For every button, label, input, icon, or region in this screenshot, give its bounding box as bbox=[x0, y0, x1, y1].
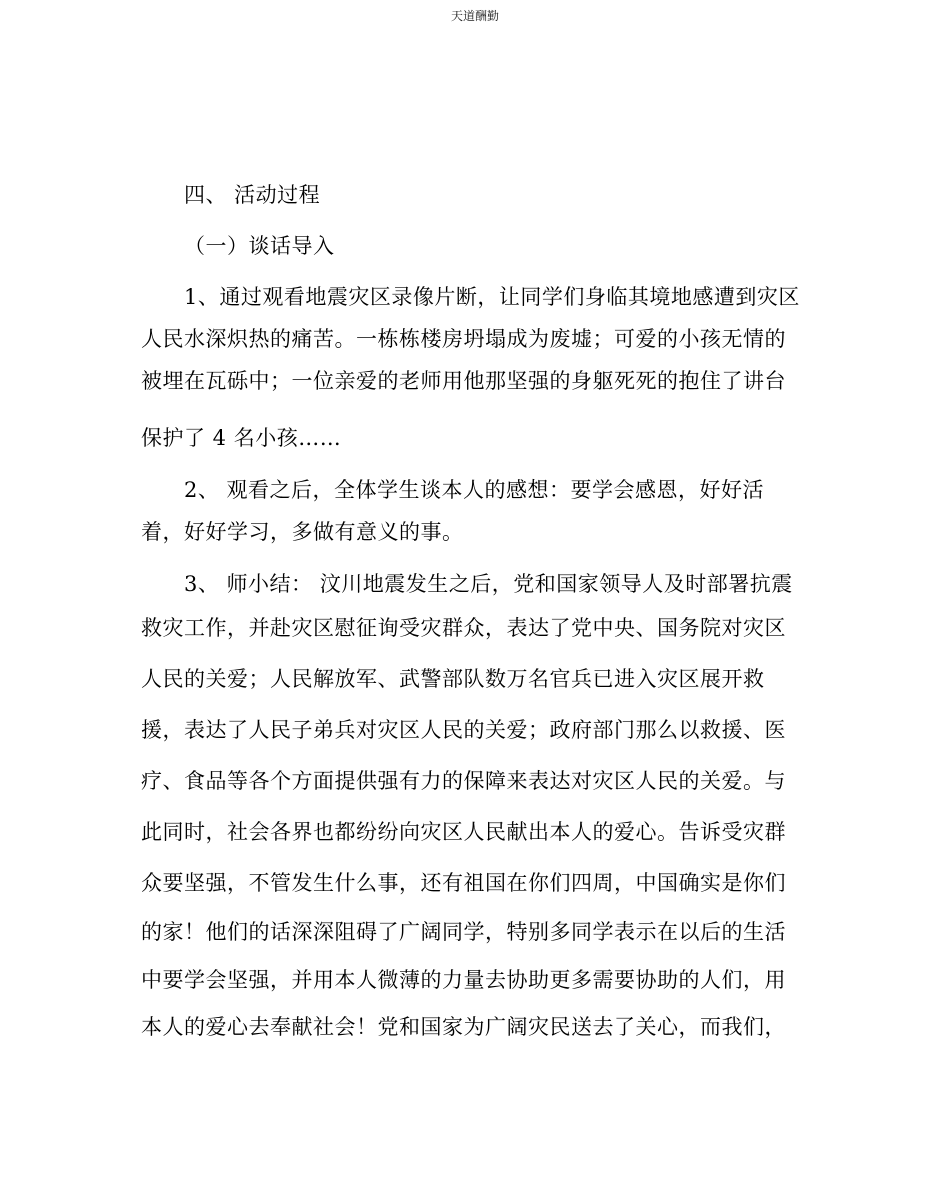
subsection-title: （一）谈话导入 bbox=[184, 234, 335, 258]
paragraph-line: 此同时，社会各界也都纷纷向灾区人民献出本人的爱心。告诉受灾群 bbox=[141, 820, 786, 844]
paragraph-line: 保护了 4 名小孩…… bbox=[141, 426, 342, 450]
paragraph-line: 被埋在瓦砾中；一位亲爱的老师用他那坚强的身躯死死的抱住了讲台 bbox=[141, 369, 786, 393]
paragraph-line: 着，好好学习，多做有意义的事。 bbox=[141, 520, 464, 544]
paragraph-line: 本人的爱心去奉献社会！党和国家为广阔灾民送去了关心，而我们， bbox=[141, 1015, 786, 1039]
paragraph-line: 援，表达了人民子弟兵对灾区人民的关爱；政府部门那么以救援、医 bbox=[141, 718, 786, 742]
paragraph-line: 疗、食品等各个方面提供强有力的保障来表达对灾区人民的关爱。与 bbox=[141, 769, 786, 793]
section-title: 四、 活动过程 bbox=[184, 183, 321, 207]
paragraph-line: 2、 观看之后，全体学生谈本人的感想：要学会感恩，好好活 bbox=[184, 478, 765, 502]
paragraph-line: 人民水深炽热的痛苦。一栋栋楼房坍塌成为废墟；可爱的小孩无情的 bbox=[141, 327, 786, 351]
paragraph-line: 众要坚强，不管发生什么事，还有祖国在你们四周，中国确实是你们 bbox=[141, 871, 786, 895]
paragraph-line: 1、通过观看地震灾区录像片断，让同学们身临其境地感遭到灾区 bbox=[184, 285, 800, 309]
paragraph-line: 的家！他们的话深深阻碍了广阔同学，特别多同学表示在以后的生活 bbox=[141, 920, 786, 944]
paragraph-line: 中要学会坚强，并用本人微薄的力量去协助更多需要协助的人们，用 bbox=[141, 968, 786, 992]
paragraph-line: 3、 师小结： 汶川地震发生之后，党和国家领导人及时部署抗震 bbox=[184, 572, 793, 596]
paragraph-line: 人民的关爱；人民解放军、武警部队数万名官兵已进入灾区展开救 bbox=[141, 667, 765, 691]
page-header: 天道酬勤 bbox=[450, 9, 499, 23]
paragraph-line: 救灾工作，并赴灾区慰征询受灾群众，表达了党中央、国务院对灾区 bbox=[141, 616, 786, 640]
